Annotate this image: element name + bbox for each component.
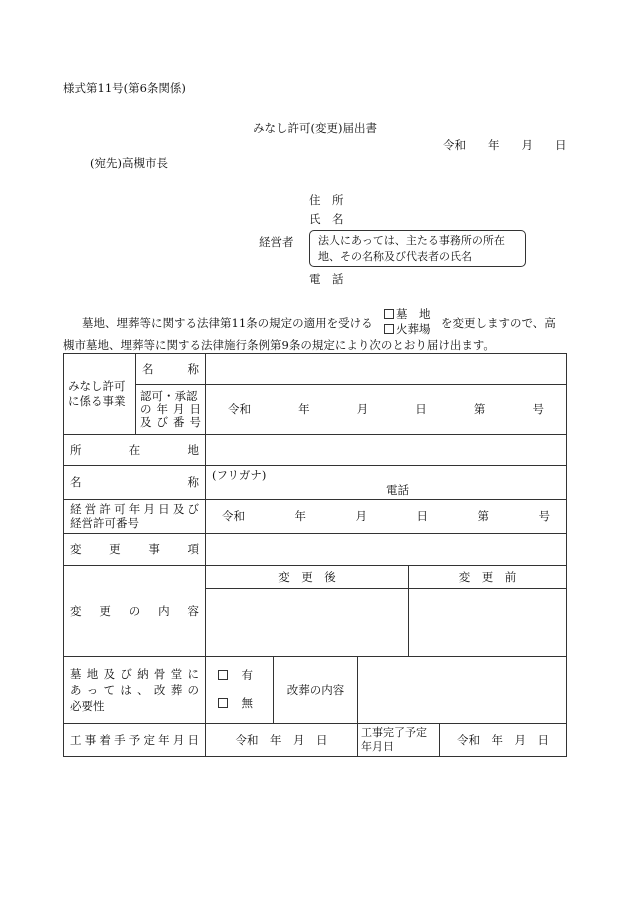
- start-date-field[interactable]: 令和 年 月 日: [206, 724, 358, 757]
- submission-date: 令和 年 月 日: [443, 138, 567, 152]
- option-cemetery[interactable]: 墓 地: [384, 306, 431, 322]
- name-furigana-field[interactable]: (フリガナ) 電話: [206, 466, 567, 500]
- name-label: 氏 名: [309, 212, 344, 226]
- end-date-field[interactable]: 令和 年 月 日: [440, 724, 567, 757]
- document-title: みなし許可(変更)届出書: [253, 121, 377, 135]
- business-group-label: みなし許可 に係る事業: [64, 354, 136, 435]
- address-label: 住 所: [309, 193, 344, 207]
- operator-label: 経営者: [259, 235, 294, 249]
- after-change-header: 変 更 後: [206, 566, 409, 589]
- operator-note-line2: 地、その名称及び代表者の氏名: [318, 250, 472, 263]
- before-change-header: 変 更 前: [409, 566, 567, 589]
- operator-note-line1: 法人にあっては、主たる事務所の所在: [318, 234, 505, 247]
- statement-part1: 墓地、埋葬等に関する法律第11条の規定の適用を受ける: [82, 316, 373, 330]
- checkbox-icon[interactable]: [218, 670, 228, 680]
- reburial-necessity-label: 墓 地 及 び 納 骨 堂 に あ っ て は 、 改 葬 の 必要性: [64, 657, 206, 724]
- reburial-yes-no[interactable]: 有 無: [206, 657, 274, 724]
- addressee: (宛先)高槻市長: [90, 156, 168, 170]
- operating-permit-label: 経 営 許 可 年 月 日 及 び 経営許可番号: [64, 500, 206, 534]
- start-date-label: 工 事 着 手 予 定 年 月 日: [64, 724, 206, 757]
- statement-part2: を変更しますので、高: [441, 316, 556, 330]
- change-content-label: 変 更 の 内 容: [64, 566, 206, 657]
- checkbox-icon[interactable]: [384, 324, 394, 334]
- reburial-content-label: 改葬の内容: [274, 657, 358, 724]
- approval-label: 認可・承認 の 年 月 日 及 び 番 号: [136, 385, 206, 435]
- after-change-field[interactable]: [206, 589, 409, 657]
- form-number: 様式第11号(第6条関係): [63, 81, 186, 95]
- checkbox-icon[interactable]: [384, 309, 394, 319]
- location-field[interactable]: [206, 435, 567, 466]
- before-change-field[interactable]: [409, 589, 567, 657]
- business-name-field[interactable]: [206, 354, 567, 385]
- location-label: 所 在 地: [64, 435, 206, 466]
- phone-label: 電 話: [309, 272, 344, 286]
- change-item-label: 変 更 事 項: [64, 534, 206, 566]
- checkbox-icon[interactable]: [218, 698, 228, 708]
- operating-permit-field[interactable]: 令和 年 月 日 第 号: [206, 500, 567, 534]
- business-name-label: 名 称: [136, 354, 206, 385]
- approval-date-number-field[interactable]: 令和 年 月 日 第 号: [206, 385, 567, 435]
- option-crematorium[interactable]: 火葬場: [384, 321, 431, 337]
- notification-table: [63, 353, 567, 757]
- name-label-row: 名 称: [64, 466, 206, 500]
- end-date-label: 工事完了予定年月日: [358, 724, 440, 757]
- reburial-content-field[interactable]: [358, 657, 567, 724]
- statement-line2: 槻市墓地、埋葬等に関する法律施行条例第9条の規定により次のとおり届け出ます。: [63, 338, 495, 352]
- change-item-field[interactable]: [206, 534, 567, 566]
